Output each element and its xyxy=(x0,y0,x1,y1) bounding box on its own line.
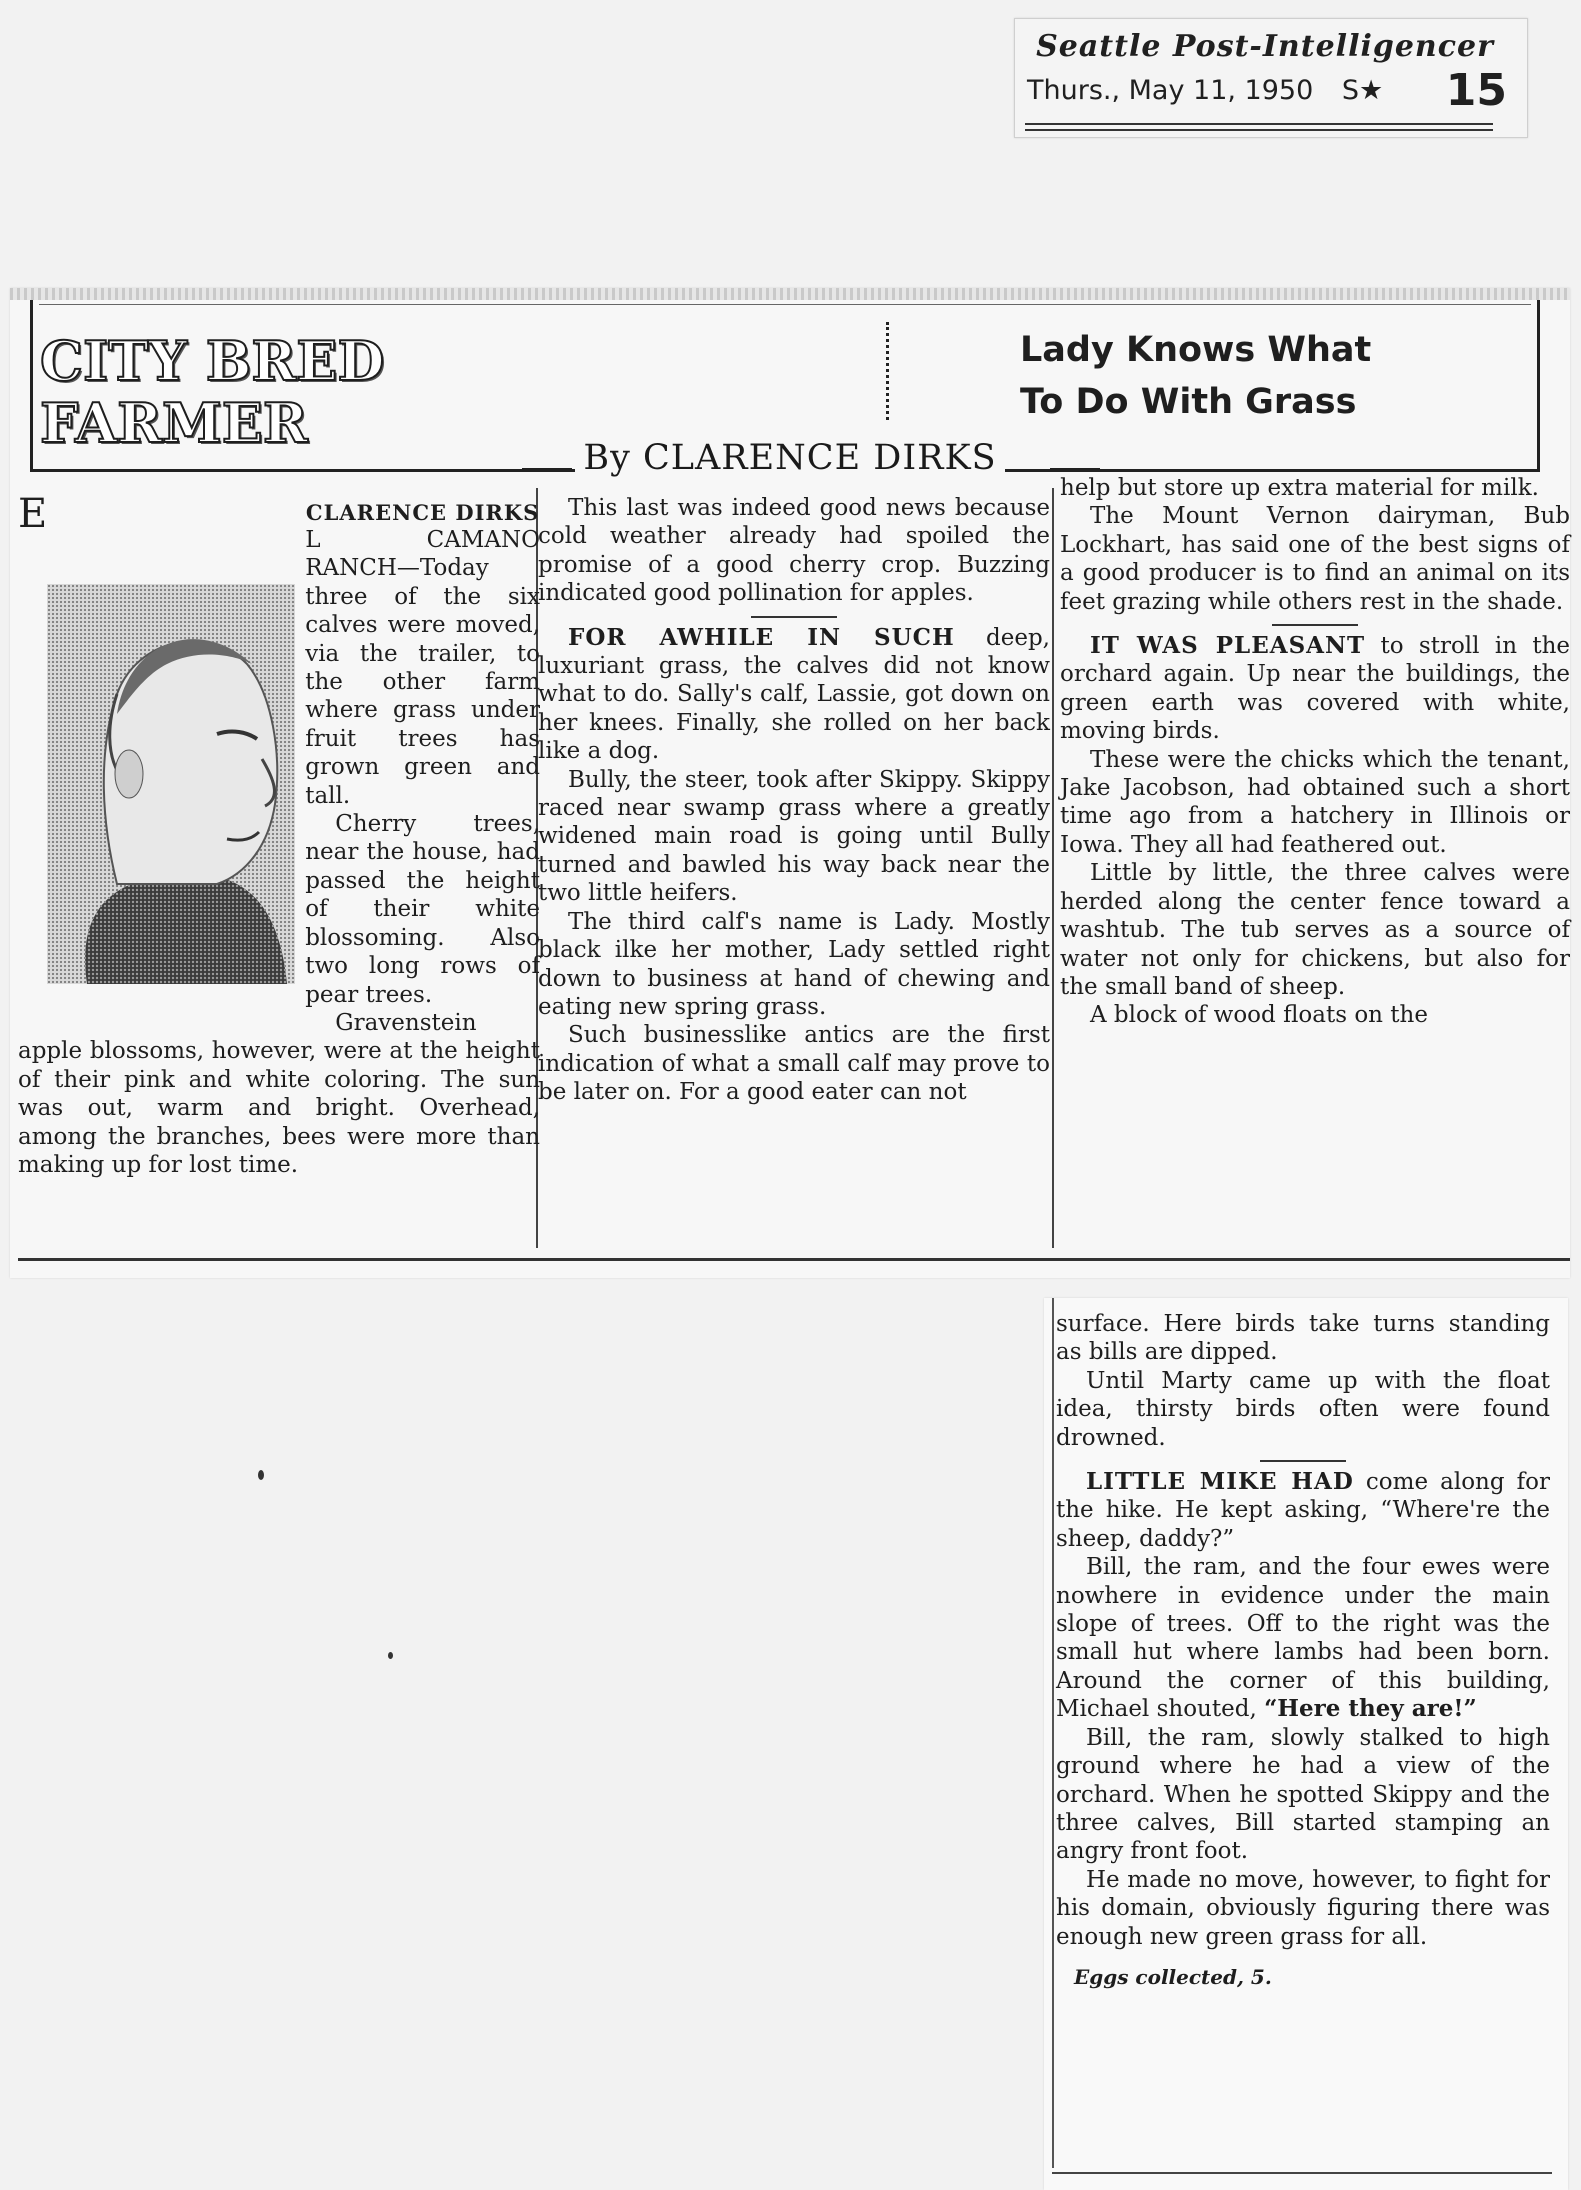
author-portrait-image xyxy=(47,584,295,984)
paragraph: help but store up extra material for milk. xyxy=(1060,475,1539,501)
dateline xyxy=(1027,75,1383,106)
photo-caption: CLARENCE DIRKS xyxy=(305,500,540,525)
endnote: Eggs collected, 5. xyxy=(1074,1964,1272,1989)
paragraph: He made no move, however, to fight for his domain, obviously figuring there was enough new green grass for all. xyxy=(1056,1866,1550,1950)
subhead: IT WAS PLEASANT xyxy=(1090,632,1366,660)
headline-line-2: To Do With Grass xyxy=(1020,382,1357,422)
article-column-1: E CLARENCE DIRKS L CAMANO RANCH—Today three of the six calves were moved, via the trailer, to the other farm where grass under fruit trees has grown green and tall. Cherry trees, near the house, had passed the height of their white blossoming. Also two long rows of pear trees. Gravenstein apple blossoms, however, were at the height of their pink and white coloring. The sun was out, warm and bright. Overhead, among the branches, bees were more than making up for lost time. xyxy=(18,491,540,1178)
newspaper-name: Seattle Post-Intelligencer xyxy=(1036,29,1494,64)
scan-speck xyxy=(258,1470,264,1480)
edition-mark: S★ xyxy=(1341,75,1384,106)
headline xyxy=(1020,324,1371,428)
paragraph: The Mount Vernon dairyman, Bub Lockhart, has said one of the best signs of a good producer is to find an animal on its feet grazing while others rest in the shade. xyxy=(1060,503,1570,615)
subhead-paragraph: FOR AWHILE IN SUCH deep, luxuriant grass, the calves did not know what to do. Sally's calf, Lassie, got down on her knees. Finally, she rolled on her back like a dog. xyxy=(538,623,1050,765)
paragraph: Bully, the steer, took after Skippy. Skippy raced near swamp grass where a greatly widened main road is going until Bully turned and bawled his way back near the two little heifers. xyxy=(538,766,1050,907)
column-rule-2 xyxy=(1052,488,1054,1248)
paragraph: Until Marty came up with the float idea, thirsty birds often were found drowned. xyxy=(1056,1367,1550,1451)
author-photo xyxy=(47,584,295,1020)
article-bottom-rule xyxy=(18,1258,1570,1261)
paragraph: Little by little, the three calves were herded along the center fence toward a washtub. The tub serves as a source of water not only for chickens, but also for the small band of sheep. xyxy=(1060,860,1570,1000)
kicker-line-2: FARMER xyxy=(40,391,308,455)
headline-line-1: Lady Knows What xyxy=(1020,330,1372,370)
subhead-paragraph: IT WAS PLEASANT to stroll in the orchard again. Up near the buildings, the green earth was covered with white, moving birds. xyxy=(1060,632,1570,745)
masthead-rule-lower xyxy=(1025,129,1493,131)
continuation-end-rule xyxy=(1052,2172,1552,2174)
paragraph: The third calf's name is Lady. Mostly black ilke her mother, Lady settled right down to business at hand of chewing and eating new spring grass. xyxy=(538,908,1050,1020)
paragraph: surface. Here birds take turns standing as bills are dipped. xyxy=(1056,1311,1550,1366)
continuation-clipping xyxy=(1044,1298,1568,2190)
page-number: 15 xyxy=(1445,65,1507,116)
section-separator xyxy=(751,616,837,618)
article-column-2 xyxy=(538,494,1050,1107)
paragraph: Such businesslike antics are the first indication of what a small calf may prove to be later on. For a good eater can not xyxy=(538,1022,1050,1106)
quote: “Here they are!” xyxy=(1264,1695,1477,1723)
subhead-paragraph: LITTLE MIKE HAD come along for the hike. He kept asking, “Where're the sheep, daddy?” xyxy=(1056,1468,1551,1552)
paragraph: Cherry trees, near the house, had passed the height of their white blossoming. Also two long rows of pear trees. xyxy=(305,811,540,1008)
paragraph: These were the chicks which the tenant, Jake Jacobson, had obtained such a short time ago from a hatchery in Illinois or Iowa. They all had feathered out. xyxy=(1060,746,1570,858)
article-column-3 xyxy=(1060,474,1570,1030)
torn-edge xyxy=(10,288,1570,300)
drop-cap: E xyxy=(18,491,48,537)
masthead-clipping xyxy=(1014,18,1528,138)
paragraph: A block of wood floats on the xyxy=(1090,1002,1428,1029)
scan-speck xyxy=(388,1652,393,1659)
paragraph: Bill, the ram, slowly stalked to high ground where he had a view of the orchard. When he spotted Skippy and the three calves, Bill started stamping an angry front foot. xyxy=(1056,1724,1550,1865)
section-separator xyxy=(1272,624,1358,626)
continuation-column xyxy=(1056,1310,1550,1991)
column-kicker xyxy=(40,330,384,454)
paragraph: This last was indeed good news because cold weather already had spoiled the promise of a good cherry crop. Buzzing indicated good pollination for apples. xyxy=(538,495,1050,607)
subhead: LITTLE MIKE HAD xyxy=(1086,1468,1354,1496)
subhead: FOR AWHILE IN SUCH xyxy=(568,623,955,651)
date-text: Thurs., May 11, 1950 xyxy=(1027,75,1314,106)
section-separator xyxy=(1260,1460,1346,1462)
continuation-left-rule xyxy=(1052,1298,1054,2168)
paragraph: Gravenstein apple blossoms, however, were at the height of their pink and white coloring. The sun was out, warm and bright. Overhead, among the branches, bees were more than making up for lost time. xyxy=(18,1009,540,1178)
headline-divider xyxy=(886,322,889,420)
byline: By CLARENCE DIRKS xyxy=(575,438,1004,478)
byline-rule xyxy=(510,438,1070,478)
headline-box-inner-rule xyxy=(39,304,1531,305)
article-clipping xyxy=(10,288,1570,1278)
kicker-line-1: CITY BRED xyxy=(40,329,385,393)
masthead-rule xyxy=(1025,123,1493,125)
paragraph: Bill, the ram, and the four ewes were nowhere in evidence under the main slope of trees. Off to the right was the small hut where lambs had been born. Around the corner of this building, Michael shouted, “Here they are!” xyxy=(1056,1554,1550,1723)
